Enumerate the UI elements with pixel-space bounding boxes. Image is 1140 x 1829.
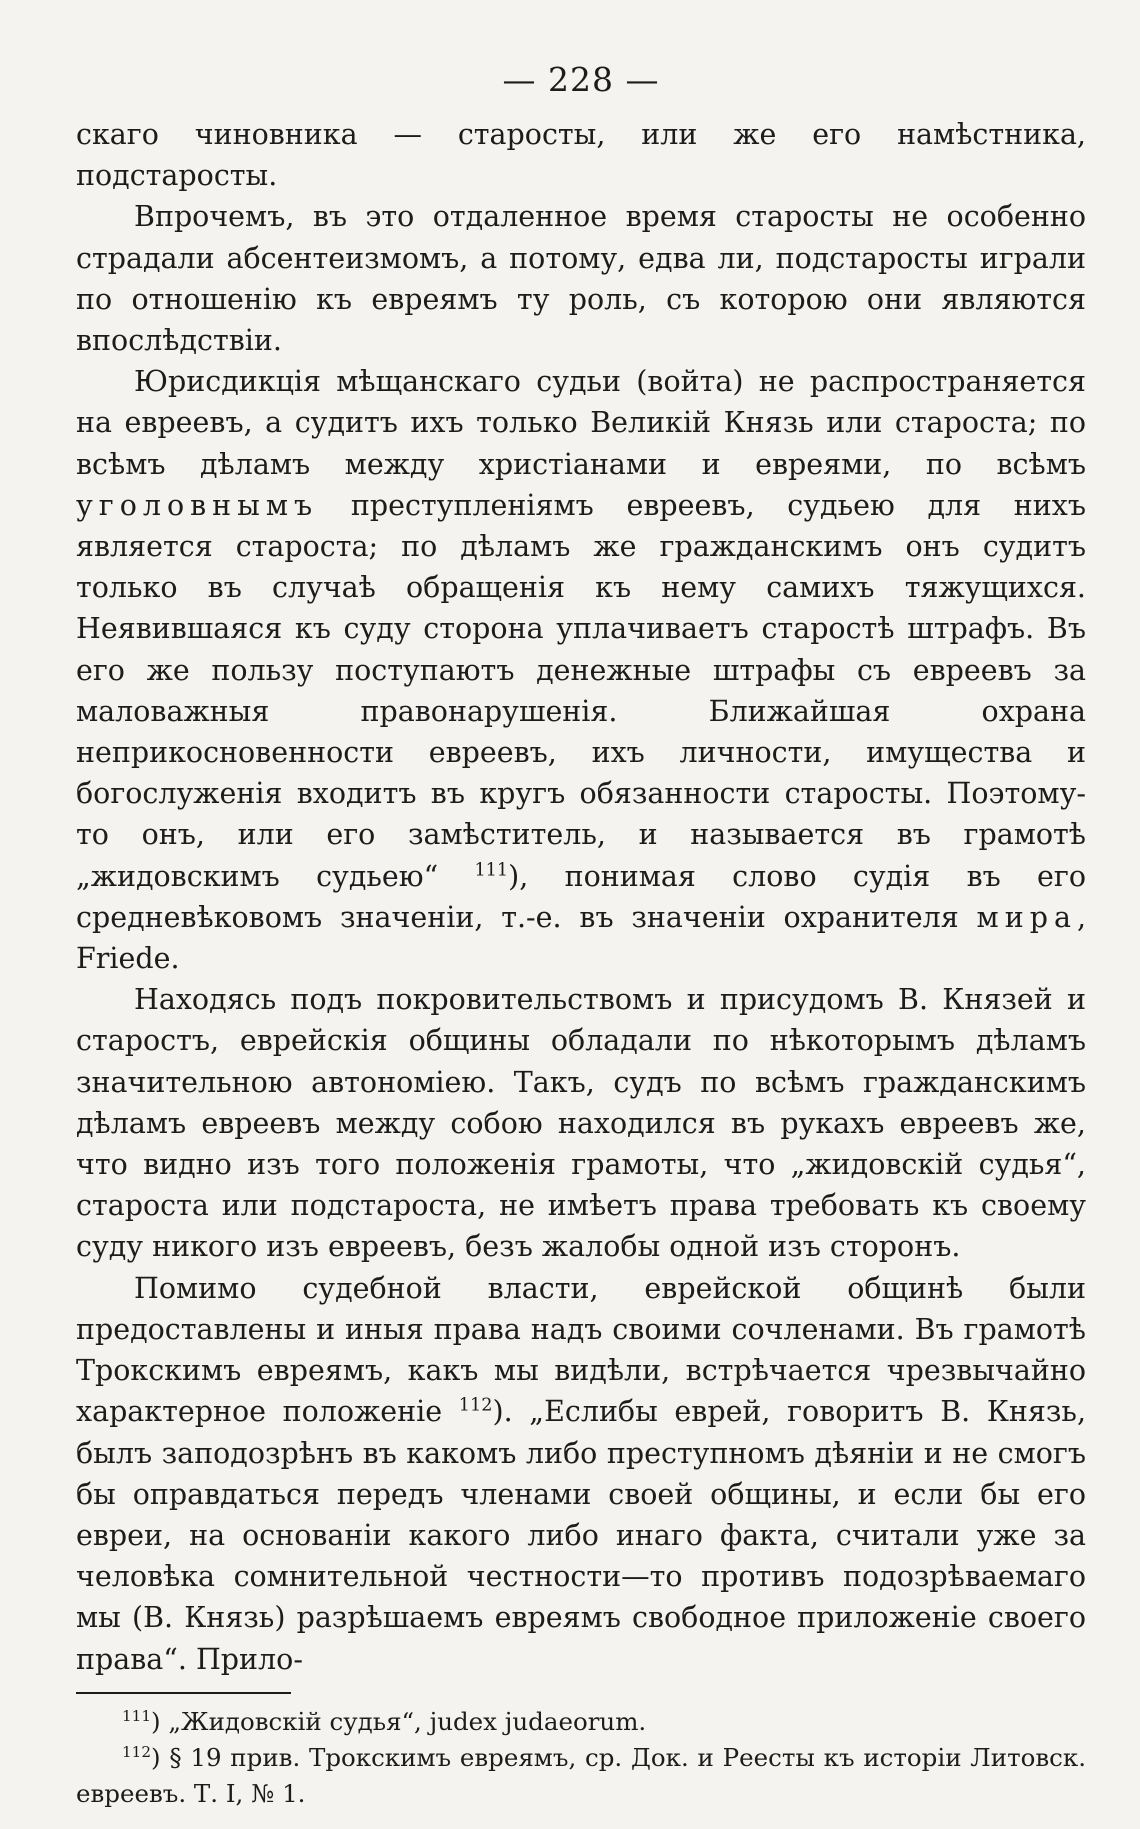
footnote-ref-111: 111 [474, 860, 509, 881]
footnote-ref-112: 112 [458, 1395, 493, 1416]
paragraph-5-part-b: ). „Еслибы еврей, говоритъ В. Князь, былъ заподозрѣнъ въ какомъ либо преступномъ дѣяніи и не смогъ бы оправдаться передъ членами своей общины, и если бы его евреи, на основаніи какого либо инаго факта, считали уже за человѣка сомнительной честности—то противъ подозрѣваемаго мы (В. Князь) разрѣшаемъ евреямъ свободное приложеніе своего права“. Прило- [76, 1395, 1086, 1676]
spaced-word-mira: мира [976, 900, 1077, 934]
footnote-text: ) § 19 прив. Трокскимъ евреямъ, ср. Док. и Реесты къ исторіи Литовск. евреевъ. Т. I, № 1. [76, 1742, 1086, 1808]
paragraph-3-part-a: Юрисдикція мѣщанскаго судьи (войта) не распространяется на евреевъ, а судитъ ихъ только Великій Князь или староста; по всѣмъ дѣламъ между христіанами и евреями, по всѣмъ [76, 365, 1086, 481]
paragraph-5-part-a: Помимо судебной власти, еврейской общинѣ были предоставлены и иныя права надъ своими сочленами. Въ грамотѣ Трокскимъ евреямъ, какъ мы видѣли, встрѣчается чрезвычайно характерное положеніе [76, 1271, 1086, 1429]
footnote-mark: 112 [122, 1742, 151, 1761]
paragraph-2: Впрочемъ, въ это отдаленное время старосты не особенно страдали абсентеизмомъ, а потому, едва ли, подстаросты играли по отношенію къ евреямъ ту роль, съ которою они являются впослѣдствіи. [76, 200, 1086, 358]
paragraph-3 [76, 361, 1086, 979]
footnote-divider [76, 1692, 291, 1694]
paragraph-3-part-c: ), понимая слово судія въ его средневѣковомъ значеніи, т.-е. въ значеніи охранителя [76, 859, 1086, 934]
paragraph-1: скаго чиновника — старосты, или же его намѣстника, подстаросты. [76, 118, 1086, 193]
footnote-112 [76, 1740, 1086, 1812]
footnote-111 [76, 1704, 1086, 1740]
paragraph-4: Находясь подъ покровительствомъ и присудомъ В. Князей и старостъ, еврейскія общины обладали по нѣкоторымъ дѣламъ значительною автономіею. Такъ, судъ по всѣмъ гражданскимъ дѣламъ евреевъ между собою находился въ рукахъ евреевъ же, что видно изъ того положенія грамоты, что „жидовскій судья“, староста или подстароста, не имѣетъ права требовать къ своему суду никого изъ евреевъ, безъ жалобы одной изъ сторонъ. [76, 983, 1086, 1264]
page-number: — 228 — [502, 60, 660, 99]
footnote-text: ) „Жидовскій судья“, judex judaeorum. [151, 1706, 647, 1736]
paragraph-3-part-d: , Friede. [76, 900, 1086, 976]
spaced-word-ugolovnym: уголовнымъ [76, 488, 319, 522]
footnote-mark: 111 [122, 1706, 151, 1725]
document-page [76, 56, 1086, 1812]
paragraph-5 [76, 1268, 1086, 1680]
paragraph-3-part-b: преступленіямъ евреевъ, судьею для нихъ является староста; по дѣламъ же гражданскимъ онъ судитъ только въ случаѣ обращенія къ нему самихъ тяжущихся. Неявившаяся къ суду сторона уплачиваетъ старостѣ штрафъ. Въ его же пользу поступаютъ денежные штрафы съ евреевъ за маловажныя правонарушенія. Ближайшая охрана неприкосновенности евреевъ, ихъ личности, имущества и богослуженія входитъ въ кругъ обязанности старосты. Поэтому-то онъ, или его замѣститель, и называется въ грамотѣ „жидовскимъ судьею“ [76, 488, 1086, 893]
